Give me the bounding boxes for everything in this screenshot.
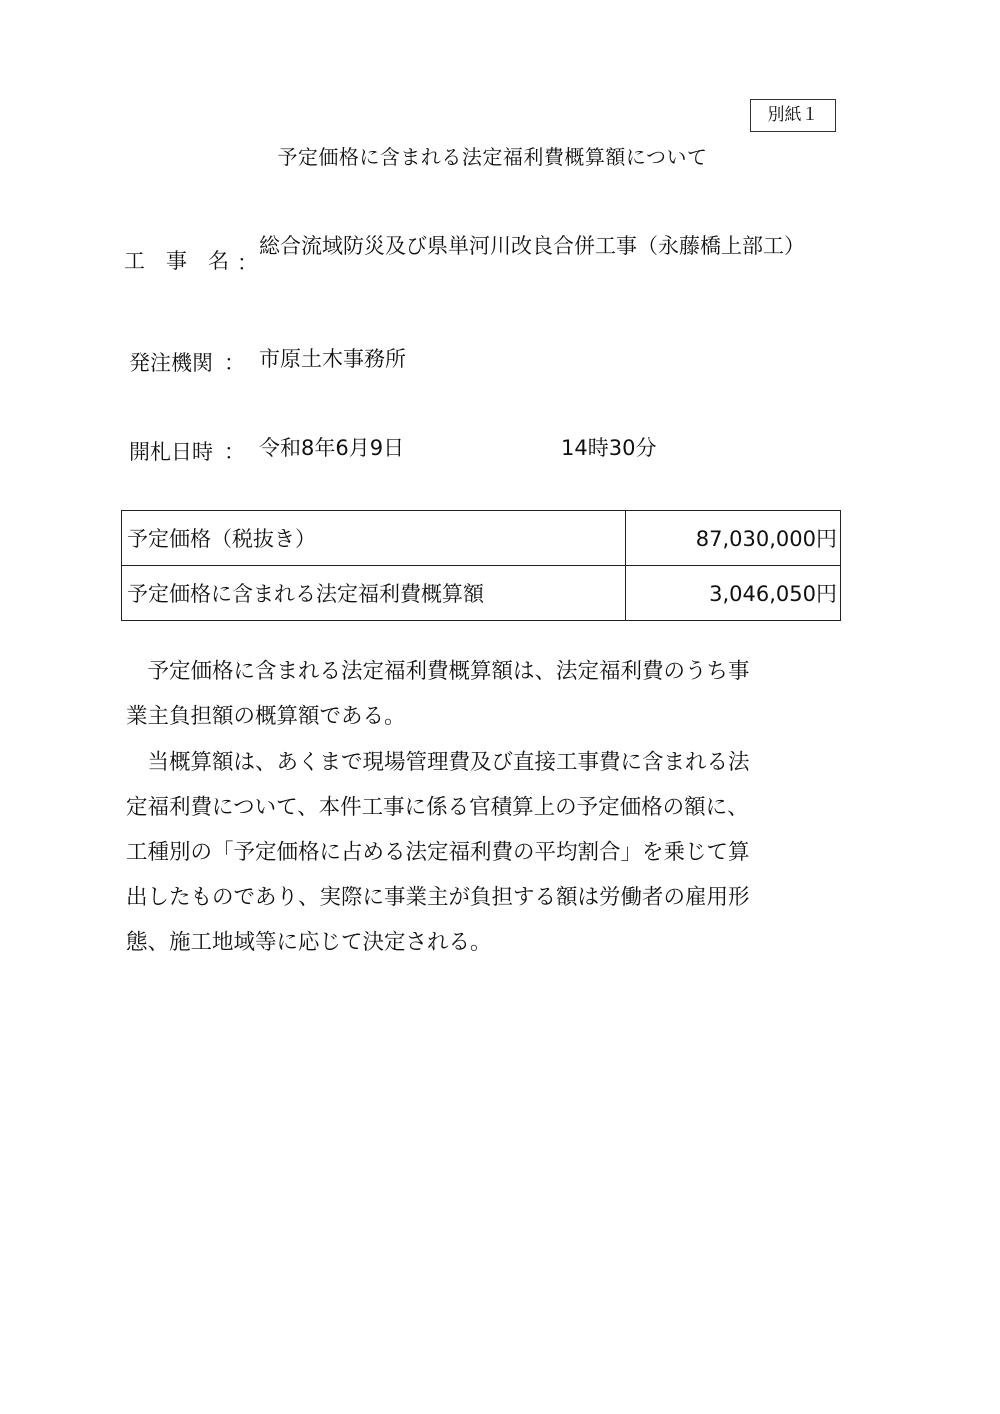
bid-opening-date: 令和8年6月9日 [259, 436, 405, 460]
table-cell-label: 予定価格に含まれる法定福利費概算額 [122, 566, 626, 621]
paragraph: 当概算額は、あくまで現場管理費及び直接工事費に含まれる法定福利費について、本件工事に係る官積算上の予定価格の額に、工種別の「予定価格に占める法定福利費の平均割合」を乗じて算出したものであり、実際に事業主が負担する額は労働者の雇用形態、施工地域等に応じて決定される。 [126, 749, 750, 955]
document-title: 予定価格に含まれる法定福利費概算額について [277, 145, 708, 169]
project-name-value: 総合流域防災及び県単河川改良合併工事（永藤橋上部工） [259, 234, 805, 258]
project-name-colon: ： [237, 251, 258, 275]
table-cell-label: 予定価格（税抜き） [122, 511, 626, 566]
table-cell-amount: 87,030,000円 [626, 511, 841, 566]
ordering-agency-value: 市原土木事務所 [259, 347, 406, 371]
project-name-label: 工 事 名 [124, 249, 229, 273]
ordering-agency-label: 発注機関 [129, 351, 213, 375]
ordering-agency-colon: ： [224, 351, 245, 375]
paragraph: 予定価格に含まれる法定福利費概算額は、法定福利費のうち事業主負担額の概算額である。 [126, 659, 750, 729]
attachment-label: 別紙１ [750, 99, 836, 132]
price-table [121, 510, 841, 621]
table-row [122, 511, 841, 566]
table-cell-amount: 3,046,050円 [626, 566, 841, 621]
bid-opening-label: 開札日時 [129, 440, 213, 464]
bid-opening-time: 14時30分 [561, 436, 657, 460]
table-row [122, 566, 841, 621]
body-text [126, 649, 751, 965]
bid-opening-colon: ： [224, 440, 245, 464]
